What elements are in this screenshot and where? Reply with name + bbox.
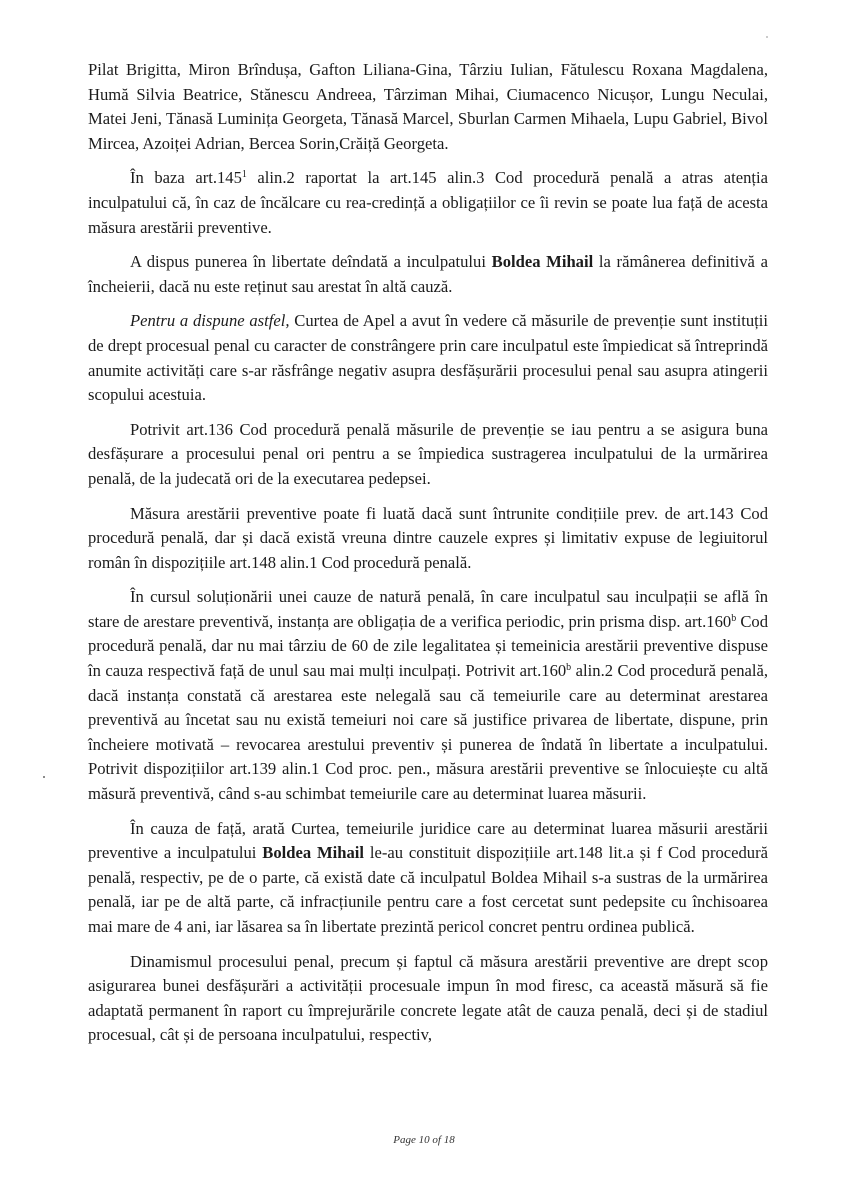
text-run: A dispus punerea în libertate deîndată a inculpatului bbox=[130, 252, 492, 272]
bold-name: Boldea Mihail bbox=[262, 843, 365, 863]
scan-mark bbox=[766, 36, 768, 38]
text-run: Curtea de Apel a avut în vedere că măsurile de prevenție sunt instituții de drept procesual penal cu caracter de constrângere prin care inculpatul este împiedicat să întreprindă anumite activități care s-ar răsfrânge negativ asupra desfășurării procesului penal sau asupra atingerii scopului acestuia. bbox=[88, 311, 768, 405]
text-run: Măsura arestării preventive poate fi luată dacă sunt întrunite condițiile prev. de art.143 Cod procedură penală, dar și dacă există vreuna dintre cauzele expres și limitativ expuse de legiuitorul român în dispozițiile art.148 alin.1 Cod procedură penală. bbox=[88, 503, 768, 572]
scan-dot bbox=[43, 776, 45, 778]
superscript: b bbox=[566, 662, 572, 674]
paragraph bbox=[88, 950, 768, 1048]
text-run: alin.2 raportat la art.145 alin.3 Cod procedură penală a atras atenția inculpatului că, în caz de încălcare cu rea-credință a obligațiilor ce îi revin se poate lua față de acesta măsura arestării preventive. bbox=[88, 168, 768, 237]
superscript: b bbox=[731, 612, 737, 624]
superscript: 1 bbox=[241, 169, 247, 181]
paragraph bbox=[88, 250, 768, 299]
text-run: În cursul soluționării unei cauze de natură penală, în care inculpatul sau inculpații se află în stare de arestare preventivă, instanța are obligația de a verifica periodic, prin prisma disp. art.160 bbox=[88, 587, 768, 631]
bold-name: Boldea Mihail bbox=[491, 252, 594, 272]
paragraph bbox=[88, 502, 768, 576]
paragraph bbox=[88, 585, 768, 806]
paragraph bbox=[88, 418, 768, 492]
text-run: alin.2 Cod procedură penală, dacă instanța constată că arestarea este nelegală sau că temeiurile care au determinat arestarea preventivă au încetat sau nu există temeiuri noi care să justifice privarea de libertate, dispune, prin încheiere motivată – revocarea arestului preventiv și punerea de îndată în libertate a inculpatului. Potrivit dispozițiilor art.139 alin.1 Cod proc. pen., măsura arestării preventive se înlocuiește cu altă măsură preventivă, când s-au schimbat temeiurile care au determinat luarea măsurii. bbox=[88, 661, 768, 804]
document-body bbox=[88, 58, 768, 1048]
text-run: Dinamismul procesului penal, precum și faptul că măsura arestării preventive are drept scop asigurarea bunei desfășurări a activității procesuale impun în mod firesc, ca această măsură să fie adaptată permanent în raport cu împrejurările concrete legate atât de cauza penală, deci și de stadiul procesual, cât și de persoana inculpatului, respectiv, bbox=[88, 951, 768, 1045]
page-footer bbox=[0, 1134, 848, 1146]
text-run: În cauza de față, arată Curtea, temeiurile juridice care au determinat luarea măsurii arestării preventive a inculpatului bbox=[88, 818, 768, 863]
page-number: Page 10 of 18 bbox=[393, 1134, 455, 1146]
text-run: la rămânerea definitivă a încheierii, dacă nu este reținut sau arestat în altă cauză. bbox=[88, 252, 768, 296]
text-run: În baza art.145 bbox=[130, 168, 242, 188]
text-run: Pilat Brigitta, Miron Brîndușa, Gafton Liliana-Gina, Târziu Iulian, Fătulescu Roxana Magdalena, Humă Silvia Beatrice, Stănescu Andreea, Târziman Mihai, Ciumacenco Nicușor, Lungu Neculai, Matei Jeni, Tănasă Luminița Georgeta, Tănasă Marcel, Sburlan Carmen Mihaela, Lupu Gabriel, Bivol Mircea, Azoiței Adrian, Bercea Sorin,Crăiță Georgeta. bbox=[88, 60, 768, 153]
paragraph bbox=[88, 166, 768, 240]
italic-run: Pentru a dispune astfel, bbox=[130, 311, 290, 331]
text-run: Cod procedură penală, dar nu mai târziu de 60 de zile legalitatea și temeinicia arestării preventive dispuse în cauza respectivă față de unul sau mai mulți inculpați. Potrivit art.160 bbox=[88, 611, 769, 681]
paragraph bbox=[88, 817, 768, 940]
paragraph bbox=[88, 58, 768, 156]
text-run: le-au constituit dispozițiile art.148 lit.a și f Cod procedură penală, respectiv, pe de o parte, că există date că inculpatul Boldea Mihail s-a sustras de la urmărirea penală, iar pe de altă parte, că infracțiunile pentru care a fost cercetat sunt pedepsite cu închisoarea mai mare de 4 ani, iar lăsarea sa în libertate prezintă pericol concret pentru ordinea publică. bbox=[88, 843, 768, 936]
text-run: Potrivit art.136 Cod procedură penală măsurile de prevenție se iau pentru a se asigura buna desfășurare a procesului penal ori pentru a se împiedica sustragerea inculpatului de la urmărirea penală, de la judecată ori de la executarea pedepsei. bbox=[88, 419, 768, 488]
paragraph bbox=[88, 309, 768, 407]
